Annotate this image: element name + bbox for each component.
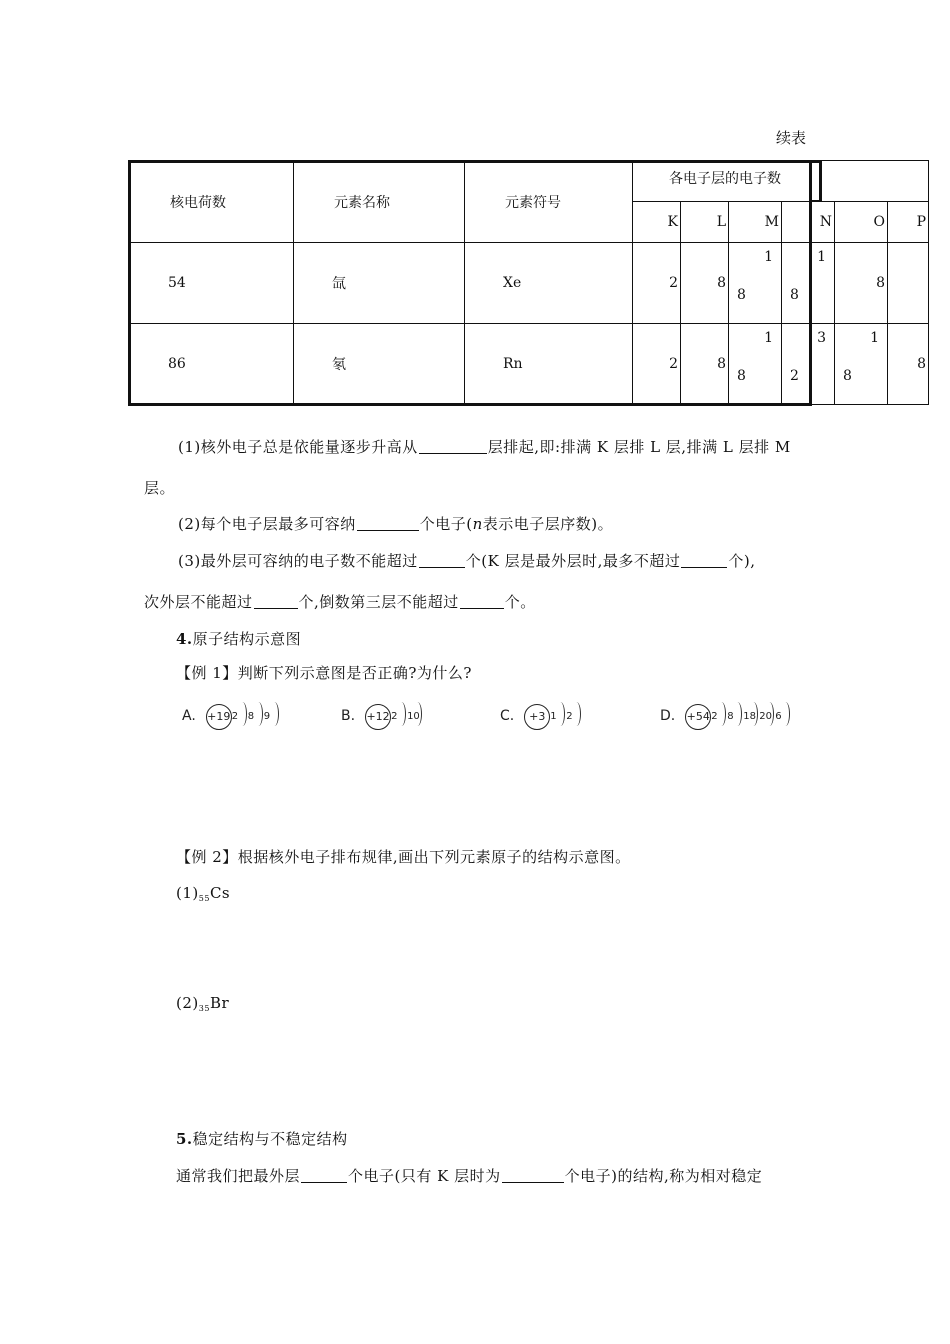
cell-charge: 86 xyxy=(130,324,294,405)
rule-2-n: n xyxy=(472,515,483,533)
rule-3-line xyxy=(178,550,755,571)
cell-o-bottom: 8 xyxy=(843,368,852,384)
question-1-symbol: Cs xyxy=(209,884,231,902)
answer-blank[interactable] xyxy=(254,594,298,609)
rule-2-text-c: 表示电子层序数)。 xyxy=(482,515,614,533)
cell-p xyxy=(888,243,929,324)
atom-diagram-a xyxy=(182,704,280,730)
rule-1-text-c: 层。 xyxy=(144,479,176,497)
cell-n xyxy=(782,243,835,324)
rule-3-text-b: 个(K 层是最外层时,最多不超过 xyxy=(465,552,681,570)
shell-arc-icon: 18 xyxy=(743,711,759,722)
diagram-label: C. xyxy=(500,708,515,724)
shell-arc-icon: 1 xyxy=(550,711,566,722)
cell-o-top: 1 xyxy=(870,330,879,346)
section-5-text-b: 个电子(只有 K 层时为 xyxy=(348,1167,501,1185)
atom-diagram-c xyxy=(500,704,582,730)
diagram-label: D. xyxy=(660,708,676,724)
table-row xyxy=(130,243,929,324)
answer-blank[interactable] xyxy=(419,553,465,568)
shell-arc-icon: 20 xyxy=(759,711,775,722)
cell-k: 2 xyxy=(633,324,681,405)
header-shell-k: K xyxy=(633,202,681,243)
shell-arc-icon: 6 xyxy=(775,711,791,722)
cell-p: 8 xyxy=(888,324,929,405)
electron-shell-table xyxy=(129,160,929,405)
header-shell-l: L xyxy=(681,202,729,243)
section-5-title: 稳定结构与不稳定结构 xyxy=(192,1130,348,1148)
question-2-symbol: Br xyxy=(209,994,230,1012)
header-charge: 核电荷数 xyxy=(130,161,294,243)
diagram-label: B. xyxy=(341,708,356,724)
atom-diagram-b xyxy=(341,704,423,730)
shell-arc-icon: 9 xyxy=(264,711,280,722)
header-shell-o: O xyxy=(835,202,888,243)
rule-3-text-e: 个,倒数第三层不能超过 xyxy=(298,593,459,611)
shell-arc-icon: 2 xyxy=(566,711,582,722)
section-5-text-c: 个电子)的结构,称为相对稳定 xyxy=(564,1167,763,1185)
rule-1-text-b: 层排起,即:排满 K 层排 L 层,排满 L 层排 M xyxy=(487,438,791,456)
nucleus-icon: +12 xyxy=(365,704,391,730)
rule-3-line-2 xyxy=(144,591,536,612)
shell-arc-icon: 10 xyxy=(407,711,423,722)
answer-blank[interactable] xyxy=(460,594,504,609)
rule-3-text-c: 个), xyxy=(728,552,756,570)
nucleus-icon: +3 xyxy=(524,704,550,730)
question-2-prefix: (2) xyxy=(176,994,199,1012)
cell-n-top: 3 xyxy=(817,330,826,346)
section-5-heading xyxy=(176,1128,348,1149)
question-2-atomic-number: 35 xyxy=(198,1004,210,1013)
cell-name: 氡 xyxy=(294,324,465,405)
cell-symbol: Rn xyxy=(465,324,633,405)
cell-symbol: Xe xyxy=(465,243,633,324)
shell-arc-icon: 2 xyxy=(391,711,407,722)
answer-blank[interactable] xyxy=(419,439,487,454)
cell-charge: 54 xyxy=(130,243,294,324)
answer-blank[interactable] xyxy=(301,1168,347,1183)
cell-m xyxy=(729,324,782,405)
section-5-text-a: 通常我们把最外层 xyxy=(176,1167,301,1185)
cell-l: 8 xyxy=(681,243,729,324)
rule-2-line xyxy=(178,513,613,534)
header-name: 元素名称 xyxy=(294,161,465,243)
shell-arc-icon: 8 xyxy=(727,711,743,722)
shell-arc-icon: 2 xyxy=(232,711,248,722)
cell-name: 氙 xyxy=(294,243,465,324)
cell-o xyxy=(835,324,888,405)
continued-label: 续表 xyxy=(775,129,806,147)
question-1-prefix: (1) xyxy=(176,884,199,902)
cell-m-top: 1 xyxy=(764,249,773,265)
shell-arc-icon: 8 xyxy=(248,711,264,722)
cell-m-bottom: 8 xyxy=(737,368,746,384)
question-2 xyxy=(176,994,229,1013)
cell-l: 8 xyxy=(681,324,729,405)
nucleus-icon: +19 xyxy=(206,704,232,730)
question-1 xyxy=(176,884,230,903)
diagram-label: A. xyxy=(182,708,196,724)
shell-arc-icon: 2 xyxy=(711,711,727,722)
rule-1-line xyxy=(178,436,791,457)
header-shell-m: M xyxy=(729,202,782,243)
example-2: 【例 2】根据核外电子排布规律,画出下列元素原子的结构示意图。 xyxy=(176,848,631,866)
header-shells-group: 各电子层的电子数 xyxy=(633,161,929,202)
answer-blank[interactable] xyxy=(681,553,727,568)
answer-blank[interactable] xyxy=(357,516,419,531)
cell-o: 8 xyxy=(835,243,888,324)
atom-diagram-d xyxy=(660,704,791,730)
rule-3-text-f: 个。 xyxy=(504,593,536,611)
cell-n xyxy=(782,324,835,405)
section-4-heading xyxy=(176,628,301,649)
example-1: 【例 1】判断下列示意图是否正确?为什么? xyxy=(176,664,472,682)
cell-m xyxy=(729,243,782,324)
rule-1-text-a: (1)核外电子总是依能量逐步升高从 xyxy=(178,438,418,456)
table-row xyxy=(130,324,929,405)
header-shell-p: P xyxy=(888,202,929,243)
nucleus-icon: +54 xyxy=(685,704,711,730)
answer-blank[interactable] xyxy=(502,1168,564,1183)
rule-3-text-a: (3)最外层可容纳的电子数不能超过 xyxy=(178,552,418,570)
question-1-atomic-number: 55 xyxy=(198,894,210,903)
header-shell-n: N xyxy=(782,202,835,243)
cell-k: 2 xyxy=(633,243,681,324)
section-5-number: 5. xyxy=(176,1130,193,1148)
rule-2-text-b: 个电子( xyxy=(419,515,473,533)
cell-n-bottom: 2 xyxy=(790,368,799,384)
section-5-line xyxy=(176,1165,762,1186)
cell-n-bottom: 8 xyxy=(790,287,799,303)
section-4-title: 原子结构示意图 xyxy=(192,630,302,648)
header-symbol: 元素符号 xyxy=(465,161,633,243)
cell-m-top: 1 xyxy=(764,330,773,346)
rule-2-text-a: (2)每个电子层最多可容纳 xyxy=(178,515,356,533)
section-4-number: 4. xyxy=(176,630,193,648)
rule-3-text-d: 次外层不能超过 xyxy=(144,593,253,611)
cell-n-top: 1 xyxy=(817,249,826,265)
cell-m-bottom: 8 xyxy=(737,287,746,303)
